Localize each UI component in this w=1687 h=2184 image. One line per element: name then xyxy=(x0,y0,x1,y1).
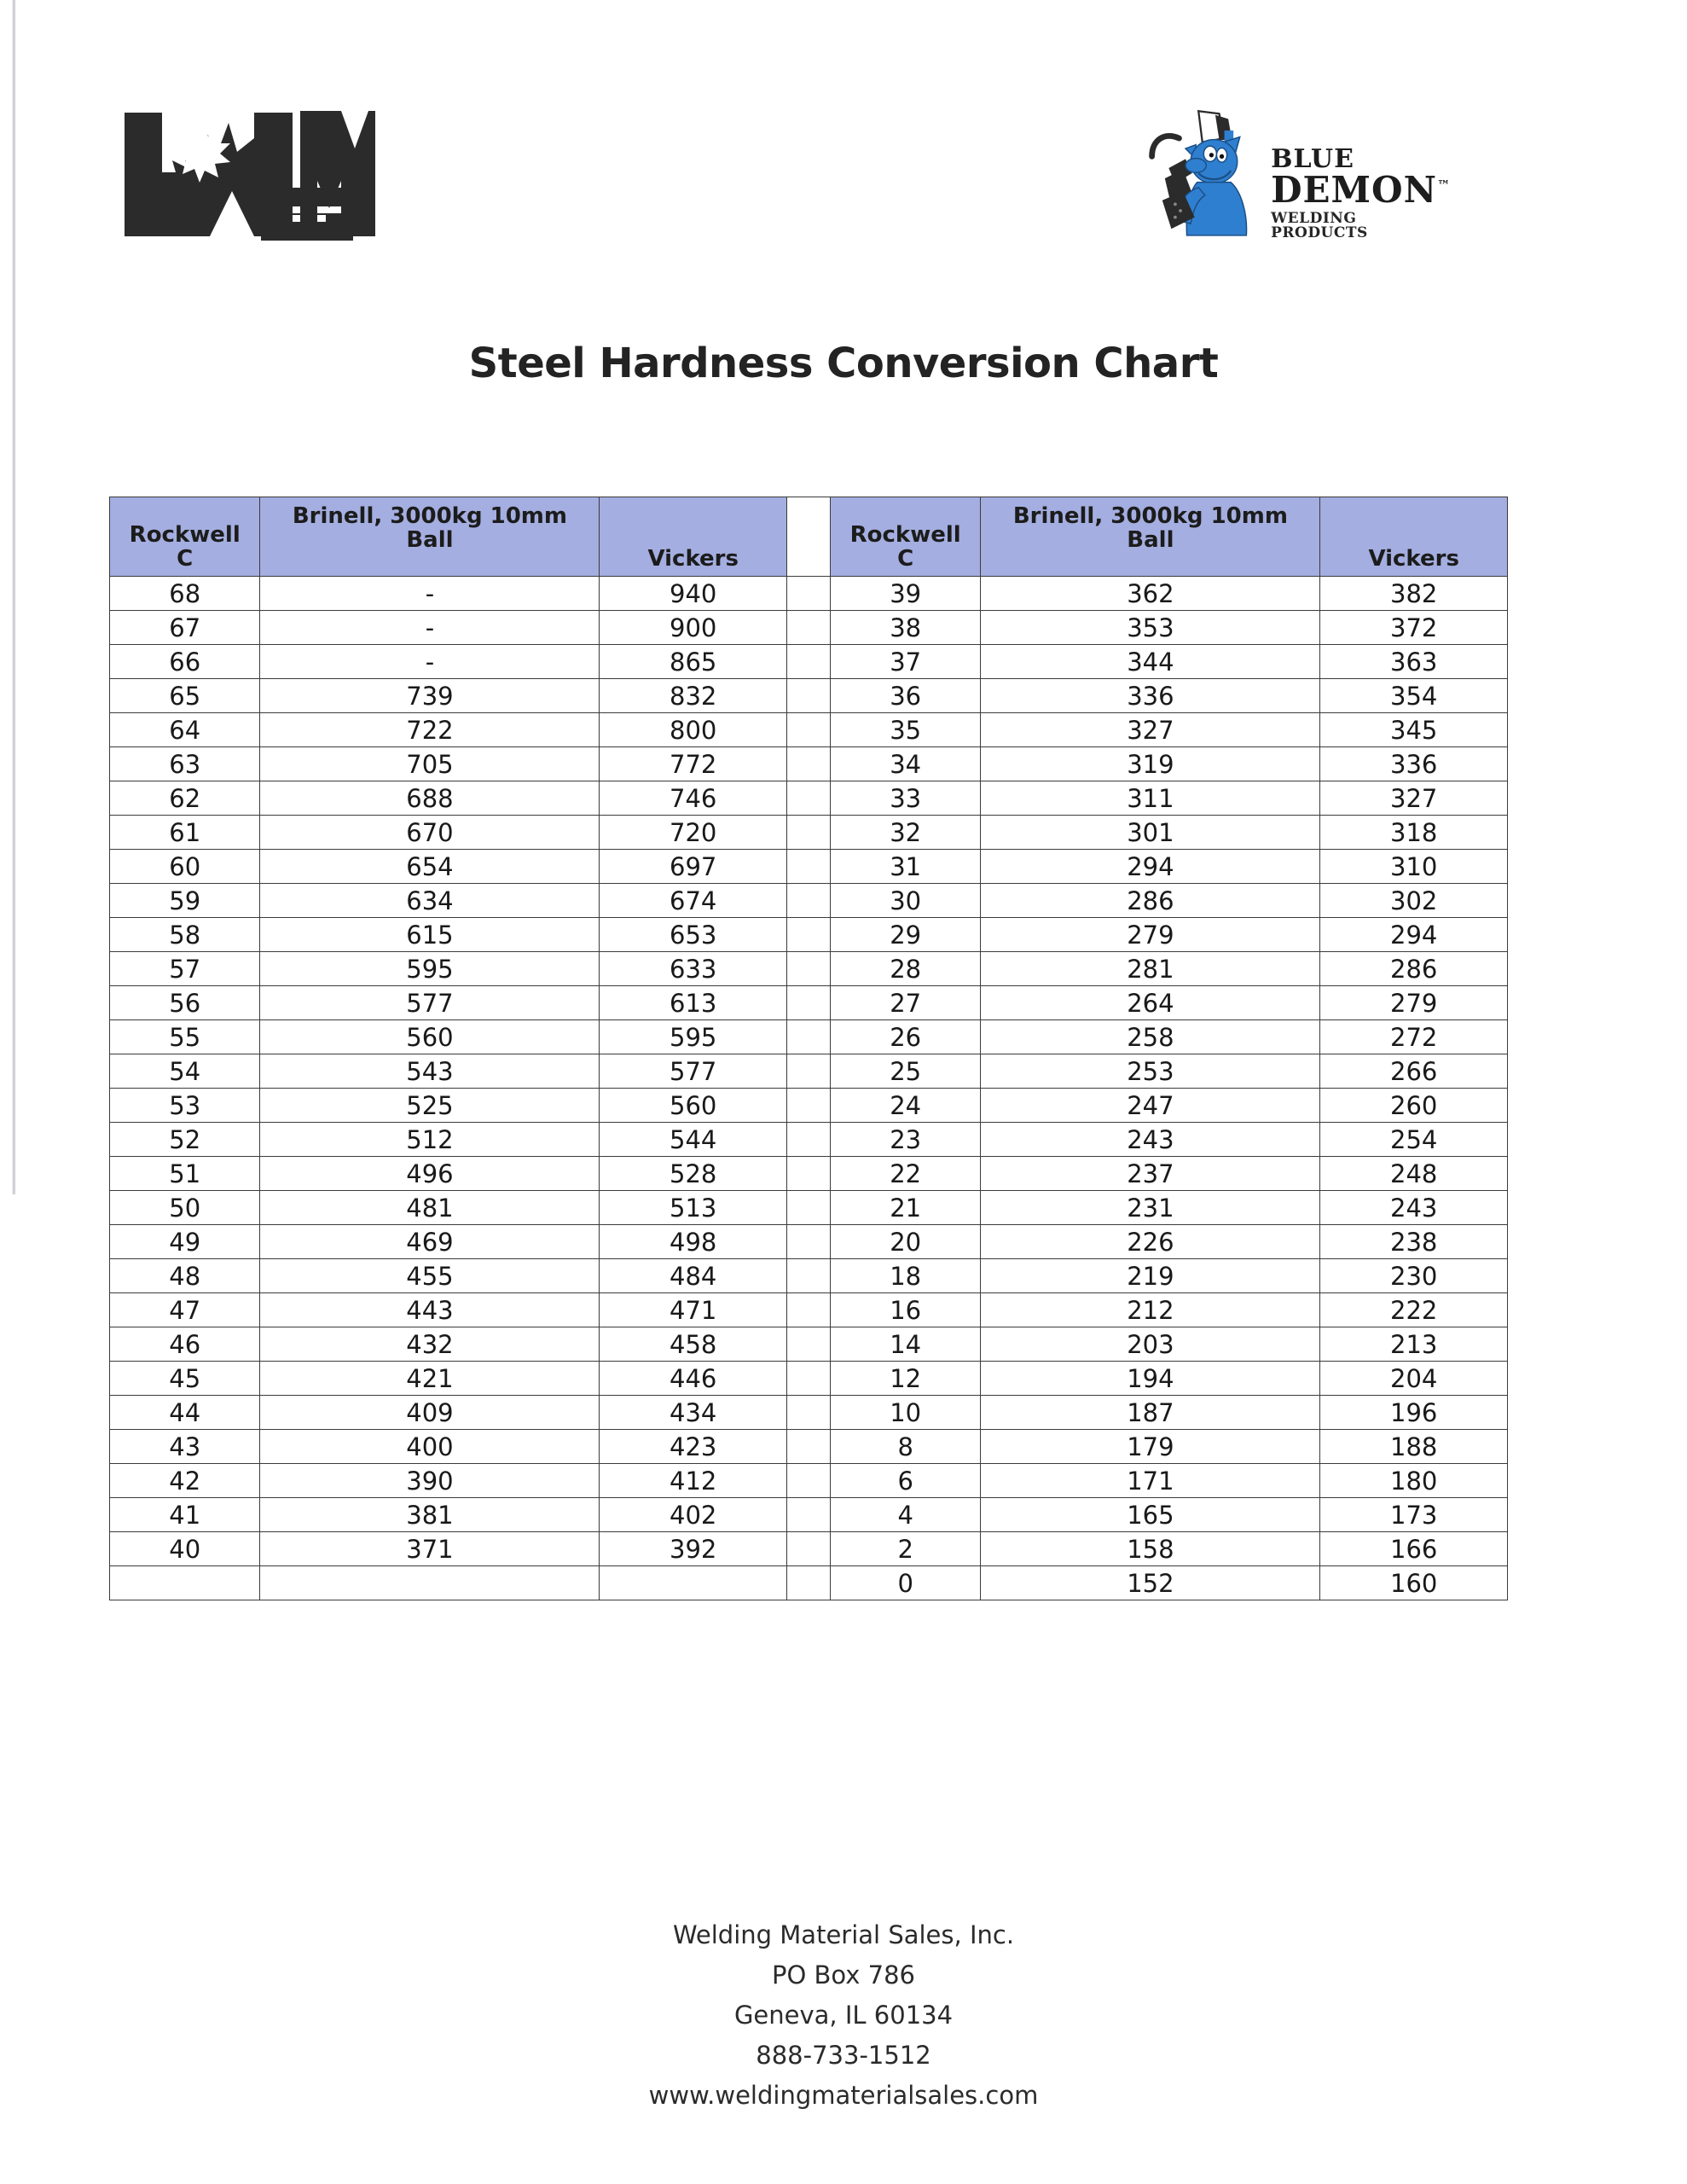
cell-right-brinell: 362 xyxy=(981,577,1320,611)
cell-right-rockwell-c: 23 xyxy=(830,1123,980,1157)
cell-right-brinell: 194 xyxy=(981,1362,1320,1396)
cell-left-brinell: 496 xyxy=(260,1157,600,1191)
footer-phone: 888-733-1512 xyxy=(756,2040,931,2070)
cell-right-rockwell-c: 8 xyxy=(830,1430,980,1464)
header-right-rockwell-c-line2: C xyxy=(897,545,914,572)
table-row xyxy=(110,713,1508,747)
cell-left-brinell: - xyxy=(260,611,600,645)
cell-right-rockwell-c: 22 xyxy=(830,1157,980,1191)
cell-left-vickers: 697 xyxy=(600,850,787,884)
table-row xyxy=(110,884,1508,918)
cell-right-rockwell-c: 34 xyxy=(830,747,980,781)
cell-left-brinell: 560 xyxy=(260,1020,600,1054)
cell-right-rockwell-c: 27 xyxy=(830,986,980,1020)
cell-spacer xyxy=(787,747,831,781)
cell-left-rockwell-c: 56 xyxy=(110,986,260,1020)
cell-left-vickers: 720 xyxy=(600,816,787,850)
cell-right-vickers: 382 xyxy=(1320,577,1508,611)
cell-right-vickers: 286 xyxy=(1320,952,1508,986)
blue-demon-line2 xyxy=(1271,169,1450,211)
table-row xyxy=(110,1157,1508,1191)
cell-right-vickers: 254 xyxy=(1320,1123,1508,1157)
table-row xyxy=(110,1396,1508,1430)
cell-right-brinell: 294 xyxy=(981,850,1320,884)
cell-right-brinell: 258 xyxy=(981,1020,1320,1054)
table-row xyxy=(110,611,1508,645)
header-right-brinell-line2: Ball xyxy=(1127,527,1174,554)
cell-spacer xyxy=(787,918,831,952)
cell-spacer xyxy=(787,713,831,747)
cell-spacer xyxy=(787,1020,831,1054)
cell-right-vickers: 196 xyxy=(1320,1396,1508,1430)
table-row xyxy=(110,1123,1508,1157)
table-header xyxy=(110,497,1508,577)
cell-left-vickers: 423 xyxy=(600,1430,787,1464)
cell-right-rockwell-c: 28 xyxy=(830,952,980,986)
cell-right-rockwell-c: 35 xyxy=(830,713,980,747)
cell-right-brinell: 319 xyxy=(981,747,1320,781)
cell-left-brinell: 577 xyxy=(260,986,600,1020)
cell-left-brinell: - xyxy=(260,645,600,679)
footer-website: www.weldingmaterialsales.com xyxy=(648,2080,1039,2110)
cell-right-rockwell-c: 33 xyxy=(830,781,980,816)
cell-left-rockwell-c: 52 xyxy=(110,1123,260,1157)
cell-right-vickers: 318 xyxy=(1320,816,1508,850)
cell-left-brinell: 481 xyxy=(260,1191,600,1225)
header-left-rockwell-c-line2: C xyxy=(177,545,194,572)
cell-right-vickers: 302 xyxy=(1320,884,1508,918)
footer-city-state-zip: Geneva, IL 60134 xyxy=(733,2000,954,2030)
cell-right-vickers: 188 xyxy=(1320,1430,1508,1464)
cell-right-rockwell-c: 16 xyxy=(830,1293,980,1327)
trademark-symbol: ™ xyxy=(1437,177,1450,193)
cell-right-rockwell-c: 26 xyxy=(830,1020,980,1054)
cell-right-rockwell-c: 36 xyxy=(830,679,980,713)
table-row xyxy=(110,1566,1508,1600)
cell-left-rockwell-c: 68 xyxy=(110,577,260,611)
cell-left-rockwell-c: 43 xyxy=(110,1430,260,1464)
cell-right-rockwell-c: 32 xyxy=(830,816,980,850)
cell-spacer xyxy=(787,1293,831,1327)
header-left-rockwell-c-line1: Rockwell xyxy=(129,521,241,548)
header-left-brinell-line1: Brinell, 3000kg 10mm xyxy=(292,503,567,529)
cell-spacer xyxy=(787,884,831,918)
cell-right-brinell: 165 xyxy=(981,1498,1320,1532)
cell-spacer xyxy=(787,1430,831,1464)
cell-left-rockwell-c xyxy=(110,1566,260,1600)
cell-right-brinell: 171 xyxy=(981,1464,1320,1498)
table-row xyxy=(110,918,1508,952)
cell-left-vickers: 865 xyxy=(600,645,787,679)
cell-right-vickers: 372 xyxy=(1320,611,1508,645)
cell-right-vickers: 310 xyxy=(1320,850,1508,884)
cell-right-rockwell-c: 29 xyxy=(830,918,980,952)
table-body xyxy=(110,577,1508,1600)
cell-left-rockwell-c: 62 xyxy=(110,781,260,816)
cell-right-vickers: 248 xyxy=(1320,1157,1508,1191)
table-row xyxy=(110,1054,1508,1089)
cell-spacer xyxy=(787,1464,831,1498)
cell-left-brinell: 688 xyxy=(260,781,600,816)
cell-spacer xyxy=(787,645,831,679)
table-row xyxy=(110,781,1508,816)
cell-right-vickers: 336 xyxy=(1320,747,1508,781)
table-header-row xyxy=(110,497,1508,577)
cell-right-vickers: 243 xyxy=(1320,1191,1508,1225)
cell-right-rockwell-c: 37 xyxy=(830,645,980,679)
cell-spacer xyxy=(787,1259,831,1293)
cell-right-brinell: 226 xyxy=(981,1225,1320,1259)
cell-right-rockwell-c: 10 xyxy=(830,1396,980,1430)
cell-left-brinell: 443 xyxy=(260,1293,600,1327)
cell-right-brinell: 279 xyxy=(981,918,1320,952)
cell-right-brinell: 301 xyxy=(981,816,1320,850)
cell-right-rockwell-c: 14 xyxy=(830,1327,980,1362)
hardness-conversion-table xyxy=(109,497,1508,1600)
cell-left-vickers: 900 xyxy=(600,611,787,645)
wms-logo xyxy=(118,78,382,258)
cell-right-rockwell-c: 21 xyxy=(830,1191,980,1225)
page-title: Steel Hardness Conversion Chart xyxy=(468,340,1219,387)
cell-spacer xyxy=(787,1396,831,1430)
table-row xyxy=(110,1293,1508,1327)
cell-left-vickers: 412 xyxy=(600,1464,787,1498)
cell-left-vickers: 434 xyxy=(600,1396,787,1430)
cell-left-brinell: 634 xyxy=(260,884,600,918)
cell-left-vickers: 772 xyxy=(600,747,787,781)
cell-spacer xyxy=(787,1566,831,1600)
table-row xyxy=(110,816,1508,850)
blue-demon-line1: BLUE xyxy=(1271,144,1354,174)
cell-right-brinell: 336 xyxy=(981,679,1320,713)
cell-left-vickers: 577 xyxy=(600,1054,787,1089)
cell-left-brinell: 722 xyxy=(260,713,600,747)
cell-right-vickers: 327 xyxy=(1320,781,1508,816)
cell-left-vickers: 674 xyxy=(600,884,787,918)
header-right-brinell-line1: Brinell, 3000kg 10mm xyxy=(1012,503,1288,529)
header-right-rockwell-c xyxy=(830,497,980,577)
cell-right-vickers: 238 xyxy=(1320,1225,1508,1259)
cell-spacer xyxy=(787,816,831,850)
table-row xyxy=(110,1191,1508,1225)
cell-right-rockwell-c: 0 xyxy=(830,1566,980,1600)
cell-left-rockwell-c: 63 xyxy=(110,747,260,781)
cell-left-brinell: 705 xyxy=(260,747,600,781)
cell-left-vickers: 513 xyxy=(600,1191,787,1225)
hardness-table-container xyxy=(109,497,1508,1600)
cell-right-vickers: 260 xyxy=(1320,1089,1508,1123)
cell-right-vickers: 345 xyxy=(1320,713,1508,747)
cell-right-brinell: 264 xyxy=(981,986,1320,1020)
cell-left-brinell xyxy=(260,1566,600,1600)
cell-left-rockwell-c: 55 xyxy=(110,1020,260,1054)
cell-right-brinell: 281 xyxy=(981,952,1320,986)
cell-spacer xyxy=(787,1123,831,1157)
cell-right-rockwell-c: 2 xyxy=(830,1532,980,1566)
cell-right-rockwell-c: 38 xyxy=(830,611,980,645)
footer-po-box: PO Box 786 xyxy=(771,1960,915,1989)
blue-demon-wordmark xyxy=(1266,144,1450,256)
cell-right-brinell: 311 xyxy=(981,781,1320,816)
cell-spacer xyxy=(787,1498,831,1532)
cell-right-brinell: 203 xyxy=(981,1327,1320,1362)
cell-left-rockwell-c: 41 xyxy=(110,1498,260,1532)
cell-right-vickers: 363 xyxy=(1320,645,1508,679)
table-row xyxy=(110,645,1508,679)
cell-left-vickers: 498 xyxy=(600,1225,787,1259)
cell-left-rockwell-c: 60 xyxy=(110,850,260,884)
cell-left-vickers: 402 xyxy=(600,1498,787,1532)
header-left-brinell-line2: Ball xyxy=(406,527,454,554)
cell-left-rockwell-c: 51 xyxy=(110,1157,260,1191)
cell-left-brinell: 371 xyxy=(260,1532,600,1566)
cell-left-brinell: 381 xyxy=(260,1498,600,1532)
cell-left-rockwell-c: 58 xyxy=(110,918,260,952)
cell-right-brinell: 219 xyxy=(981,1259,1320,1293)
cell-left-rockwell-c: 47 xyxy=(110,1293,260,1327)
table-row xyxy=(110,1327,1508,1362)
table-row xyxy=(110,747,1508,781)
cell-left-vickers: 633 xyxy=(600,952,787,986)
header-spacer xyxy=(787,497,831,577)
table-row xyxy=(110,577,1508,611)
table-row xyxy=(110,1362,1508,1396)
header-left-rockwell-c xyxy=(110,497,260,577)
table-row xyxy=(110,1259,1508,1293)
cell-right-vickers: 160 xyxy=(1320,1566,1508,1600)
cell-right-rockwell-c: 25 xyxy=(830,1054,980,1089)
cell-right-rockwell-c: 31 xyxy=(830,850,980,884)
blue-demon-line2-text: DEMON xyxy=(1271,169,1437,211)
cell-spacer xyxy=(787,1225,831,1259)
cell-right-brinell: 243 xyxy=(981,1123,1320,1157)
cell-right-vickers: 213 xyxy=(1320,1327,1508,1362)
cell-right-brinell: 353 xyxy=(981,611,1320,645)
blue-demon-line3: WELDING PRODUCTS xyxy=(1271,210,1368,241)
cell-left-brinell: 390 xyxy=(260,1464,600,1498)
cell-left-brinell: 739 xyxy=(260,679,600,713)
cell-right-vickers: 173 xyxy=(1320,1498,1508,1532)
cell-left-rockwell-c: 57 xyxy=(110,952,260,986)
cell-right-brinell: 237 xyxy=(981,1157,1320,1191)
cell-right-brinell: 253 xyxy=(981,1054,1320,1089)
cell-right-brinell: 327 xyxy=(981,713,1320,747)
blue-demon-mascot-icon xyxy=(1143,85,1266,256)
cell-right-vickers: 266 xyxy=(1320,1054,1508,1089)
cell-spacer xyxy=(787,986,831,1020)
cell-spacer xyxy=(787,679,831,713)
cell-right-brinell: 158 xyxy=(981,1532,1320,1566)
header-right-brinell xyxy=(981,497,1320,577)
header-right-vickers: Vickers xyxy=(1320,497,1508,577)
table-row xyxy=(110,1464,1508,1498)
cell-right-vickers: 272 xyxy=(1320,1020,1508,1054)
cell-left-brinell: 525 xyxy=(260,1089,600,1123)
cell-left-rockwell-c: 54 xyxy=(110,1054,260,1089)
table-row xyxy=(110,1498,1508,1532)
cell-left-brinell: 615 xyxy=(260,918,600,952)
cell-left-vickers: 613 xyxy=(600,986,787,1020)
cell-left-vickers: 392 xyxy=(600,1532,787,1566)
cell-left-brinell: 512 xyxy=(260,1123,600,1157)
cell-left-rockwell-c: 61 xyxy=(110,816,260,850)
cell-right-rockwell-c: 24 xyxy=(830,1089,980,1123)
cell-right-brinell: 231 xyxy=(981,1191,1320,1225)
cell-left-rockwell-c: 50 xyxy=(110,1191,260,1225)
cell-left-rockwell-c: 66 xyxy=(110,645,260,679)
cell-left-brinell: - xyxy=(260,577,600,611)
cell-left-brinell: 400 xyxy=(260,1430,600,1464)
table-row xyxy=(110,1089,1508,1123)
cell-spacer xyxy=(787,611,831,645)
cell-spacer xyxy=(787,577,831,611)
header-left-brinell xyxy=(260,497,600,577)
cell-left-rockwell-c: 45 xyxy=(110,1362,260,1396)
cell-left-brinell: 432 xyxy=(260,1327,600,1362)
header-right-rockwell-c-line1: Rockwell xyxy=(849,521,961,548)
cell-right-brinell: 152 xyxy=(981,1566,1320,1600)
cell-left-vickers: 484 xyxy=(600,1259,787,1293)
table-row xyxy=(110,1430,1508,1464)
cell-left-rockwell-c: 49 xyxy=(110,1225,260,1259)
cell-left-vickers: 940 xyxy=(600,577,787,611)
cell-left-vickers: 471 xyxy=(600,1293,787,1327)
cell-spacer xyxy=(787,781,831,816)
cell-right-brinell: 179 xyxy=(981,1430,1320,1464)
cell-right-rockwell-c: 4 xyxy=(830,1498,980,1532)
cell-right-rockwell-c: 6 xyxy=(830,1464,980,1498)
cell-left-rockwell-c: 48 xyxy=(110,1259,260,1293)
cell-right-vickers: 180 xyxy=(1320,1464,1508,1498)
cell-left-vickers xyxy=(600,1566,787,1600)
cell-right-rockwell-c: 20 xyxy=(830,1225,980,1259)
footer-contact-block xyxy=(0,1915,1687,2116)
cell-spacer xyxy=(787,1191,831,1225)
cell-spacer xyxy=(787,1327,831,1362)
cell-right-vickers: 222 xyxy=(1320,1293,1508,1327)
cell-left-vickers: 528 xyxy=(600,1157,787,1191)
cell-spacer xyxy=(787,1157,831,1191)
cell-left-rockwell-c: 64 xyxy=(110,713,260,747)
cell-left-brinell: 654 xyxy=(260,850,600,884)
table-row xyxy=(110,986,1508,1020)
cell-right-vickers: 230 xyxy=(1320,1259,1508,1293)
cell-spacer xyxy=(787,1532,831,1566)
table-row xyxy=(110,1020,1508,1054)
cell-left-vickers: 544 xyxy=(600,1123,787,1157)
cell-right-brinell: 247 xyxy=(981,1089,1320,1123)
cell-left-vickers: 746 xyxy=(600,781,787,816)
cell-right-rockwell-c: 39 xyxy=(830,577,980,611)
blue-demon-logo xyxy=(1143,85,1450,256)
cell-spacer xyxy=(787,1362,831,1396)
cell-left-rockwell-c: 65 xyxy=(110,679,260,713)
cell-left-brinell: 670 xyxy=(260,816,600,850)
cell-left-brinell: 595 xyxy=(260,952,600,986)
cell-right-rockwell-c: 18 xyxy=(830,1259,980,1293)
cell-right-vickers: 166 xyxy=(1320,1532,1508,1566)
cell-left-rockwell-c: 40 xyxy=(110,1532,260,1566)
cell-spacer xyxy=(787,1089,831,1123)
cell-left-vickers: 595 xyxy=(600,1020,787,1054)
cell-right-brinell: 344 xyxy=(981,645,1320,679)
cell-left-vickers: 800 xyxy=(600,713,787,747)
cell-left-brinell: 469 xyxy=(260,1225,600,1259)
cell-left-brinell: 543 xyxy=(260,1054,600,1089)
cell-right-vickers: 354 xyxy=(1320,679,1508,713)
cell-spacer xyxy=(787,850,831,884)
cell-left-rockwell-c: 46 xyxy=(110,1327,260,1362)
cell-left-vickers: 832 xyxy=(600,679,787,713)
cell-spacer xyxy=(787,1054,831,1089)
cell-spacer xyxy=(787,952,831,986)
cell-right-brinell: 212 xyxy=(981,1293,1320,1327)
cell-left-vickers: 560 xyxy=(600,1089,787,1123)
header-left-vickers: Vickers xyxy=(600,497,787,577)
cell-left-rockwell-c: 42 xyxy=(110,1464,260,1498)
table-row xyxy=(110,850,1508,884)
table-row xyxy=(110,1532,1508,1566)
cell-left-rockwell-c: 67 xyxy=(110,611,260,645)
footer-company: Welding Material Sales, Inc. xyxy=(672,1920,1015,1949)
cell-right-rockwell-c: 30 xyxy=(830,884,980,918)
cell-left-vickers: 458 xyxy=(600,1327,787,1362)
cell-left-rockwell-c: 59 xyxy=(110,884,260,918)
cell-left-rockwell-c: 53 xyxy=(110,1089,260,1123)
cell-left-brinell: 455 xyxy=(260,1259,600,1293)
cell-left-brinell: 421 xyxy=(260,1362,600,1396)
cell-left-brinell: 409 xyxy=(260,1396,600,1430)
cell-left-vickers: 446 xyxy=(600,1362,787,1396)
table-row xyxy=(110,679,1508,713)
cell-right-rockwell-c: 12 xyxy=(830,1362,980,1396)
cell-right-brinell: 286 xyxy=(981,884,1320,918)
cell-right-vickers: 204 xyxy=(1320,1362,1508,1396)
cell-right-vickers: 294 xyxy=(1320,918,1508,952)
cell-left-rockwell-c: 44 xyxy=(110,1396,260,1430)
table-row xyxy=(110,1225,1508,1259)
cell-right-vickers: 279 xyxy=(1320,986,1508,1020)
table-row xyxy=(110,952,1508,986)
cell-left-vickers: 653 xyxy=(600,918,787,952)
cell-right-brinell: 187 xyxy=(981,1396,1320,1430)
